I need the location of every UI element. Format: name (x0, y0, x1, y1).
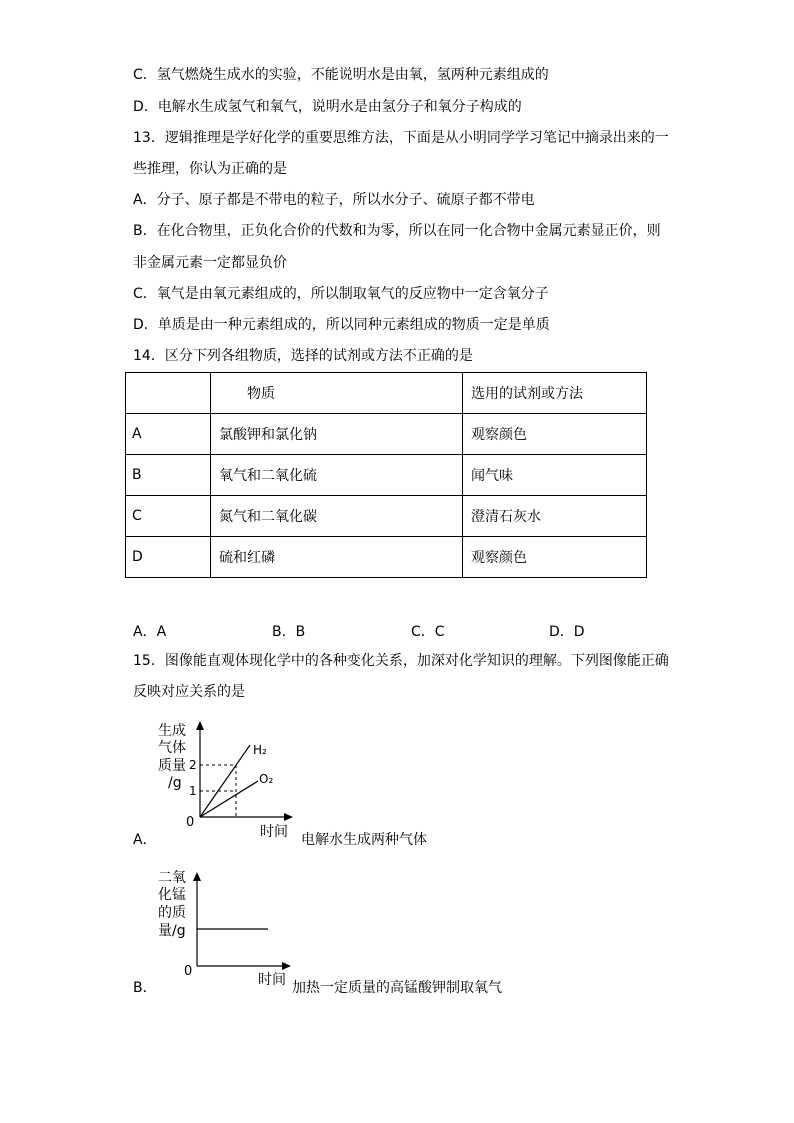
table-cell: 氯酸钾和氯化钠 (211, 414, 463, 455)
q13-option-b-line2: 非金属元素一定都显负价 (133, 255, 287, 271)
graph-a-ylabel: 气体 (158, 740, 186, 756)
graph-a-x-arrow (284, 813, 293, 821)
q14-option-b: B．B (272, 624, 306, 640)
table-row (126, 414, 647, 455)
q15-option-b-letter: B． (133, 980, 157, 996)
q13-stem-line2: 些推理，你认为正确的是 (133, 161, 287, 177)
graph-b-ylabel: 的质 (158, 905, 186, 921)
q12-option-c: C．氢气燃烧生成水的实验，不能说明水是由氧，氢两种元素组成的 (133, 67, 549, 83)
table-cell: 氧气和二氧化硫 (211, 455, 463, 496)
q14-table (125, 372, 647, 578)
table-cell: 观察颜色 (463, 414, 647, 455)
graph-a-caption: 电解水生成两种气体 (301, 832, 427, 848)
table-header-cell (126, 373, 211, 414)
graph-a-ylabel: 生成 (158, 723, 186, 739)
q14-option-d: D．D (549, 624, 585, 640)
graph-b-xlabel: 时间 (258, 972, 286, 988)
graph-b-ylabel: 二氧 (158, 870, 186, 886)
graph-b-x-arrow (282, 962, 291, 970)
q13-stem-line1: 13．逻辑推理是学好化学的重要思维方法，下面是从小明同学学习笔记中摘录出来的一 (133, 130, 669, 146)
graph-a-origin: 0 (186, 815, 195, 830)
table-cell: 氮气和二氧化碳 (211, 496, 463, 537)
table-cell: B (126, 455, 211, 496)
graph-b-ylabel: 化锰 (158, 887, 186, 903)
table-row (126, 496, 647, 537)
q14-option-c: C．C (411, 624, 445, 640)
table-cell: C (126, 496, 211, 537)
q13-option-c: C．氧气是由氧元素组成的，所以制取氧气的反应物中一定含氧分子 (133, 286, 549, 302)
table-row (126, 455, 647, 496)
graph-a-tick-label: 1 (189, 784, 197, 798)
table-header-row (126, 373, 647, 414)
q14-stem: 14．区分下列各组物质，选择的试剂或方法不正确的是 (133, 348, 473, 364)
graph-a-series-h2 (200, 745, 250, 817)
table-cell: 观察颜色 (463, 537, 647, 578)
graph-b-ylabel: 量/g (158, 923, 186, 939)
graph-a-xlabel: 时间 (260, 824, 288, 840)
graph-a (150, 715, 300, 849)
graph-a-series-label: H₂ (253, 743, 267, 757)
q13-option-a: A．分子、原子都是不带电的粒子，所以水分子、硫原子都不带电 (133, 192, 535, 208)
graph-a-series-label: O₂ (259, 772, 274, 786)
graph-b-y-arrow (193, 872, 201, 881)
q15-option-a-letter: A． (133, 832, 157, 848)
table-cell: D (126, 537, 211, 578)
graph-a-ylabel: /g (168, 775, 182, 791)
q14-option-a: A．A (133, 624, 167, 640)
graph-a-ylabel: 质量 (158, 758, 186, 774)
graph-b-origin: 0 (184, 964, 193, 979)
graph-b-caption: 加热一定质量的高锰酸钾制取氧气 (292, 980, 502, 996)
q12-option-d: D．电解水生成氢气和氧气，说明水是由氢分子和氧分子构成的 (133, 99, 522, 115)
graph-a-y-arrow (196, 721, 204, 730)
graph-b (150, 862, 300, 996)
table-cell: A (126, 414, 211, 455)
graph-a-series-o2 (200, 781, 258, 817)
q15-stem-line2: 反映对应关系的是 (133, 684, 245, 700)
q13-option-b-line1: B．在化合物里，正负化合价的代数和为零，所以在同一化合物中金属元素显正价，则 (133, 223, 661, 239)
table-row (126, 537, 647, 578)
q13-option-d: D．单质是由一种元素组成的，所以同种元素组成的物质一定是单质 (133, 317, 550, 333)
table-cell: 闻气味 (463, 455, 647, 496)
table-cell: 澄清石灰水 (463, 496, 647, 537)
table-header-cell: 物质 (211, 373, 463, 414)
graph-a-tick-label: 2 (189, 758, 197, 772)
q15-stem-line1: 15．图像能直观体现化学中的各种变化关系，加深对化学知识的理解。下列图像能正确 (133, 653, 669, 669)
table-header-cell: 选用的试剂或方法 (463, 373, 647, 414)
table-cell: 硫和红磷 (211, 537, 463, 578)
